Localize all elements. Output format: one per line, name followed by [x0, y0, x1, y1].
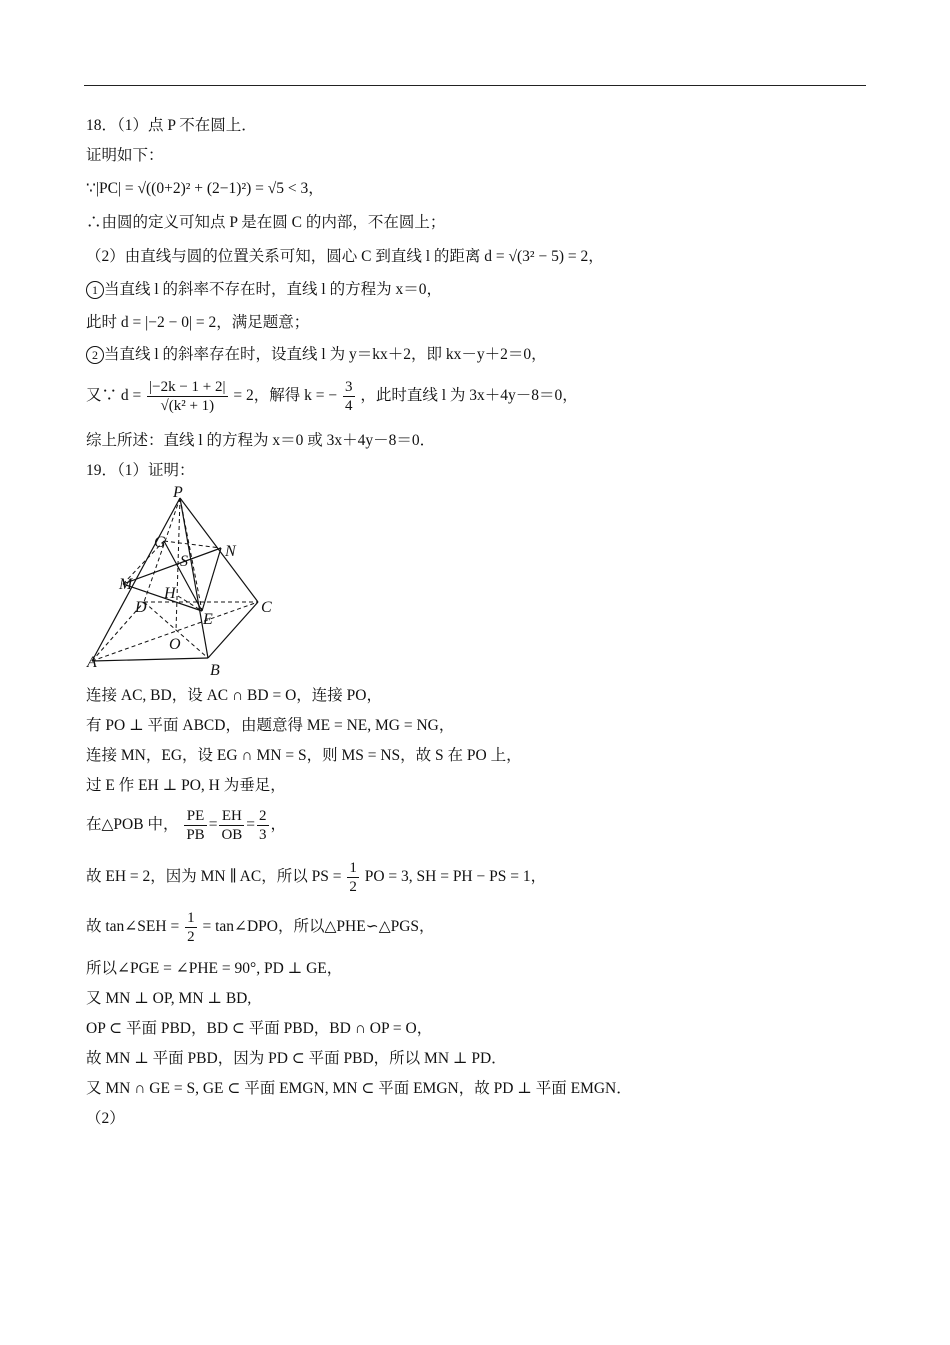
circled-number-1: 1 [86, 281, 104, 299]
fraction-PE-PB-den: PB [186, 826, 205, 843]
p19-line-13: 又 MN ∩ GE = S, GE ⊂ 平面 EMGN, MN ⊂ 平面 EMGN，故 PD ⊥ 平面 EMGN． [86, 1080, 632, 1097]
p18-line-9-suffix: ，此时直线 l 为 3x＋4y－8＝0， [360, 387, 578, 404]
p19-line-7 [86, 855, 546, 899]
p19-line-6-prefix: 在△POB 中， [86, 816, 179, 833]
p18-line-8 [86, 344, 547, 366]
label-P: P [173, 484, 183, 501]
p18-line-5: （2）由直线与圆的位置关系可知，圆心 C 到直线 l 的距离 d = √(3² − 5) = 2， [86, 248, 604, 265]
p18-line-2: 证明如下： [86, 147, 164, 164]
label-H: H [164, 585, 176, 602]
p18-line-3: ∵|PC| = √((0+2)² + (2−1)²) = √5 < 3， [86, 180, 324, 197]
edge-AB [92, 658, 208, 661]
distance-denominator: √(k² + 1) [160, 397, 215, 414]
fraction-2-3-num: 2 [259, 807, 267, 824]
p19-line-14: （2） [86, 1110, 125, 1127]
k-numerator: 3 [345, 378, 353, 395]
fraction-half-tan-den: 2 [187, 928, 195, 945]
p19-line-7-suffix: PO = 3, SH = PH − PS = 1， [364, 868, 547, 885]
p18-line-10: 综上所述：直线 l 的方程为 x＝0 或 3x＋4y－8＝0． [86, 432, 436, 449]
label-A: A [87, 654, 97, 671]
label-B: B [210, 662, 220, 679]
p18-line-4: ∴由圆的定义可知点 P 是在圆 C 的内部，不在圆上； [86, 214, 446, 231]
p19-line-6-suffix: ， [270, 816, 287, 833]
fraction-half-tan-num: 1 [187, 909, 195, 926]
p19-line-9: 所以∠PGE = ∠PHE = 90°, PD ⊥ GE， [86, 960, 343, 977]
segment-EN [202, 548, 221, 611]
label-O: O [169, 636, 181, 653]
label-E: E [203, 611, 213, 628]
p18-line-6 [86, 279, 442, 301]
label-G: G [154, 534, 166, 551]
p19-line-1: 19．（1）证明： [86, 462, 195, 479]
fraction-2-3-den: 3 [259, 826, 267, 843]
p18-line-9-middle: = 2，解得 k = − [233, 387, 338, 404]
label-C: C [261, 599, 272, 616]
distance-fraction [147, 378, 227, 415]
distance-numerator: |−2k − 1 + 2| [149, 378, 226, 395]
p19-line-8-prefix: 故 tan∠SEH = [86, 918, 180, 935]
circled-number-2: 2 [86, 346, 104, 364]
segment-MN [123, 548, 221, 584]
p18-line-1: 18．（1）点 P 不在圆上． [86, 117, 257, 134]
p19-line-6: 在△POB 中， $\frac{PE}{PB}$ = $\frac{EH}{OB}$ = $\frac{2}{3}$ ， [86, 807, 287, 843]
p18-line-7: 此时 d = |−2 − 0| = 2，满足题意； [86, 314, 310, 331]
p18-line-6-text: 当直线 l 的斜率不存在时，直线 l 的方程为 x＝0， [104, 281, 442, 298]
p19-line-8 [86, 905, 435, 949]
fraction-2-3 [257, 807, 269, 844]
p19-line-3: 有 PO ⊥ 平面 ABCD，由题意得 ME = NE, MG = NG， [86, 717, 455, 734]
pyramid-figure [84, 484, 284, 680]
fraction-EH-OB-den: OB [221, 826, 243, 843]
fraction-half-PS-num: 1 [349, 859, 357, 876]
fraction-half-PS-den: 2 [349, 878, 357, 895]
k-denominator: 4 [345, 397, 353, 414]
p18-line-9 [86, 374, 578, 418]
label-S: S [180, 553, 188, 570]
label-N: N [225, 543, 236, 560]
p19-line-2: 连接 AC, BD，设 AC ∩ BD = O，连接 PO， [86, 687, 382, 704]
fraction-EH-OB-num: EH [219, 807, 244, 826]
p19-line-5: 过 E 作 EH ⊥ PO, H 为垂足， [86, 777, 286, 794]
label-D: D [135, 599, 147, 616]
edge-PC [180, 498, 258, 602]
p18-line-8-text: 当直线 l 的斜率存在时，设直线 l 为 y＝kx＋2，即 kx－y＋2＝0， [104, 346, 547, 363]
p18-line-9-prefix: 又∵ d = [86, 387, 142, 404]
fraction-PE-PB-num: PE [184, 807, 206, 826]
p19-line-10: 又 MN ⊥ OP, MN ⊥ BD, [86, 990, 252, 1007]
p19-line-4: 连接 MN，EG，设 EG ∩ MN = S，则 MS = NS，故 S 在 PO 上， [86, 747, 522, 764]
p19-line-7-prefix: 故 EH = 2，因为 MN ∥ AC，所以 PS = [86, 868, 342, 885]
header-rule [84, 85, 866, 86]
fraction-PE-PB [184, 807, 206, 844]
p19-line-12: 故 MN ⊥ 平面 PBD，因为 PD ⊂ 平面 PBD，所以 MN ⊥ PD． [86, 1050, 507, 1067]
fraction-half-tan [185, 909, 197, 946]
label-M: M [119, 576, 133, 593]
fraction-EH-OB [219, 807, 244, 844]
k-fraction [343, 378, 355, 415]
p19-line-8-suffix: = tan∠DPO，所以△PHE∽△PGS， [202, 918, 435, 935]
p19-line-11: OP ⊂ 平面 PBD，BD ⊂ 平面 PBD，BD ∩ OP = O， [86, 1020, 433, 1037]
fraction-half-PS [347, 859, 359, 896]
